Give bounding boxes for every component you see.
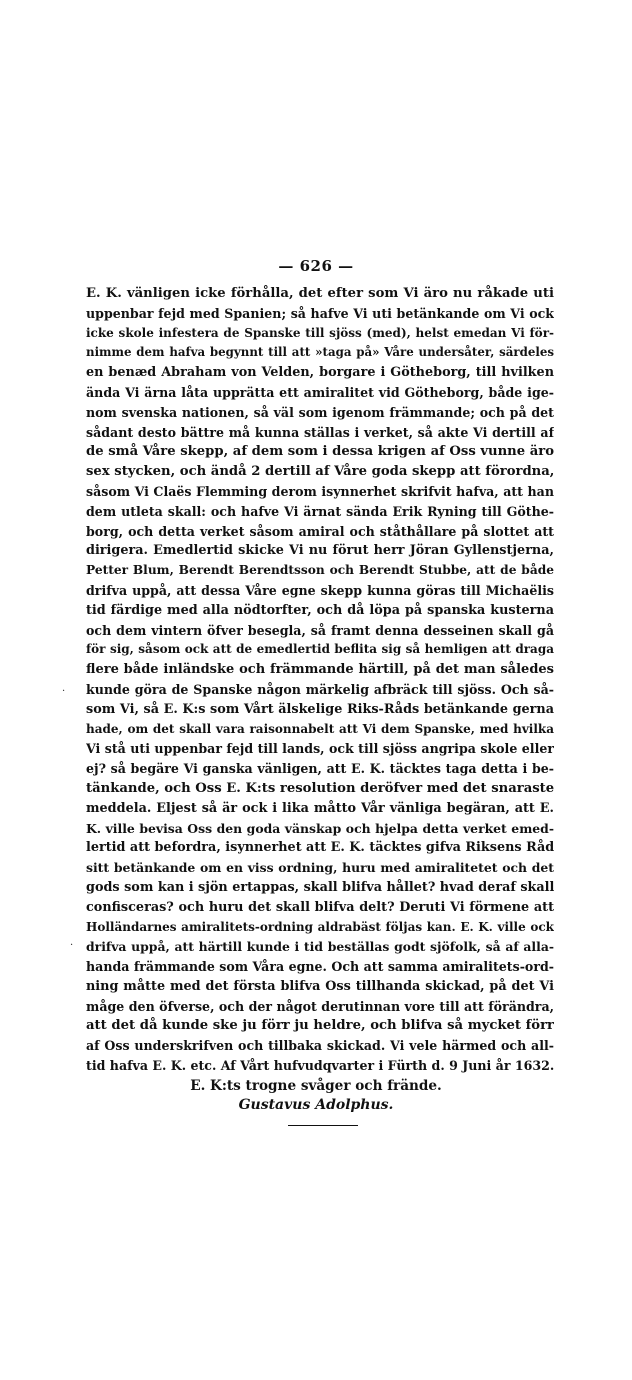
- text-line: Vi stå uti uppenbar fejd till lands, ock till sjöss angripa skole eller: [86, 741, 554, 757]
- closing-rule: [288, 1125, 358, 1126]
- text-line: en benæd Abraham von Velden, borgare i Götheborg, till hvilken: [86, 365, 554, 381]
- text-line: confisceras? och huru det skall blifva delt? Deruti Vi förmene att: [86, 899, 554, 915]
- text-line: E. K. vänligen icke förhålla, det efter som Vi äro nu råkade uti: [86, 286, 554, 301]
- text-line: tid färdige med alla nödtorfter, och då löpa på spanska kusterna: [86, 602, 554, 618]
- text-line: af Oss underskrifven och tillbaka skickad. Vi vele härmed och all-: [86, 1038, 554, 1054]
- text-line: tänkande, och Oss E. K:ts resolution deröfver med det snaraste: [86, 780, 554, 796]
- text-line: nom svenska nationen, så väl som igenom främmande; och på det: [86, 404, 554, 420]
- text-line: såsom Vi Claës Flemming derom isynnerhet skrifvit hafva, att han: [86, 483, 554, 499]
- text-line: sitt betänkande om en viss ordning, huru med amiralitetet och det: [86, 860, 554, 876]
- text-line: ända Vi ärna låta upprätta ett amiralitet vid Götheborg, både ige-: [86, 384, 554, 400]
- closing-salutation: E. K:ts trogne svåger och frände.: [190, 1078, 442, 1094]
- letter-body: [86, 284, 554, 1076]
- text-line: för sig, såsom ock att de emedlertid beflita sig så hemligen att draga: [86, 642, 554, 657]
- text-line: nimme dem hafva begynnt till att »taga på» Våre undersåter, särdeles: [86, 345, 554, 360]
- text-line: meddela. Eljest så är ock i lika måtto Vår vänliga begäran, att E.: [86, 800, 554, 816]
- text-line: dem utleta skall: och hafve Vi ärnat sända Erik Ryning till Göthe-: [86, 503, 554, 519]
- text-line: handa främmande som Våra egne. Och att samma amiralitets-ord-: [86, 959, 554, 975]
- text-line: dirigera. Emedlertid skicke Vi nu förut herr Jöran Gyllenstjerna,: [86, 543, 554, 559]
- text-line: sex stycken, och ändå 2 dertill af Våre goda skepp att förordna,: [86, 464, 554, 480]
- text-line: kunde göra de Spanske någon märkelig afbräck till sjöss. Och så-: [86, 681, 554, 697]
- page-number: — 626 —: [278, 257, 354, 275]
- text-line: ej? så begäre Vi ganska vänligen, att E. K. täcktes taga detta i be-: [86, 761, 554, 777]
- text-line: drifva uppå, att dessa Våre egne skepp kunna göras till Michaëlis: [86, 582, 554, 598]
- text-line: och dem vintern öfver besegla, så framt denna desseinen skall gå: [86, 622, 554, 638]
- text-line: borg, och detta verket såsom amiral och ståthållare på slottet att: [86, 523, 554, 539]
- text-line: flere både inländske och främmande härtill, på det man således: [86, 662, 554, 678]
- text-line: uppenbar fejd med Spanien; så hafve Vi uti betänkande om Vi ock: [86, 305, 554, 321]
- text-line: Petter Blum, Berendt Berendtsson och Berendt Stubbe, att de både: [86, 563, 554, 578]
- signature: Gustavus Adolphus.: [238, 1097, 394, 1113]
- text-line: ning måtte med det första blifva Oss tillhanda skickad, på det Vi: [86, 978, 554, 994]
- text-line: gods som kan i sjön ertappas, skall blifva hållet? hvad deraf skall: [86, 879, 554, 895]
- text-line: hade, om det skall vara raisonnabelt att Vi dem Spanske, med hvilka: [86, 721, 554, 736]
- text-line: K. ville bevisa Oss den goda vänskap och hjelpa detta verket emed-: [86, 820, 554, 836]
- text-line: sådant desto bättre må kunna ställas i verket, så akte Vi dertill af: [86, 424, 554, 440]
- text-line: drifva uppå, att härtill kunde i tid beställas godt sjöfolk, så af alla-: [86, 939, 554, 955]
- text-line: att det då kunde ske ju förr ju heldre, och blifva så mycket förr: [86, 1018, 554, 1034]
- text-line: måge den öfverse, och der något derutinnan vore till att förändra,: [86, 998, 554, 1014]
- text-line: lertid att befordra, isynnerhet att E. K. täcktes gifva Riksens Råd: [86, 840, 554, 856]
- text-line: icke skole infestera de Spanske till sjöss (med), helst emedan Vi för-: [86, 325, 554, 340]
- margin-speck: ·: [70, 940, 74, 951]
- margin-speck: ·: [62, 686, 66, 697]
- text-line: tid hafva E. K. etc. Af Vårt hufvudqvarter i Fürth d. 9 Juni år 1632.: [86, 1058, 554, 1074]
- text-line: de små Våre skepp, af dem som i dessa krigen af Oss vunne äro: [86, 444, 554, 460]
- text-line: som Vi, så E. K:s som Vårt älskelige Riks-Råds betänkande gerna: [86, 701, 554, 717]
- text-line: Holländarnes amiralitets-ordning aldrabäst följas kan. E. K. ville ock: [86, 919, 554, 934]
